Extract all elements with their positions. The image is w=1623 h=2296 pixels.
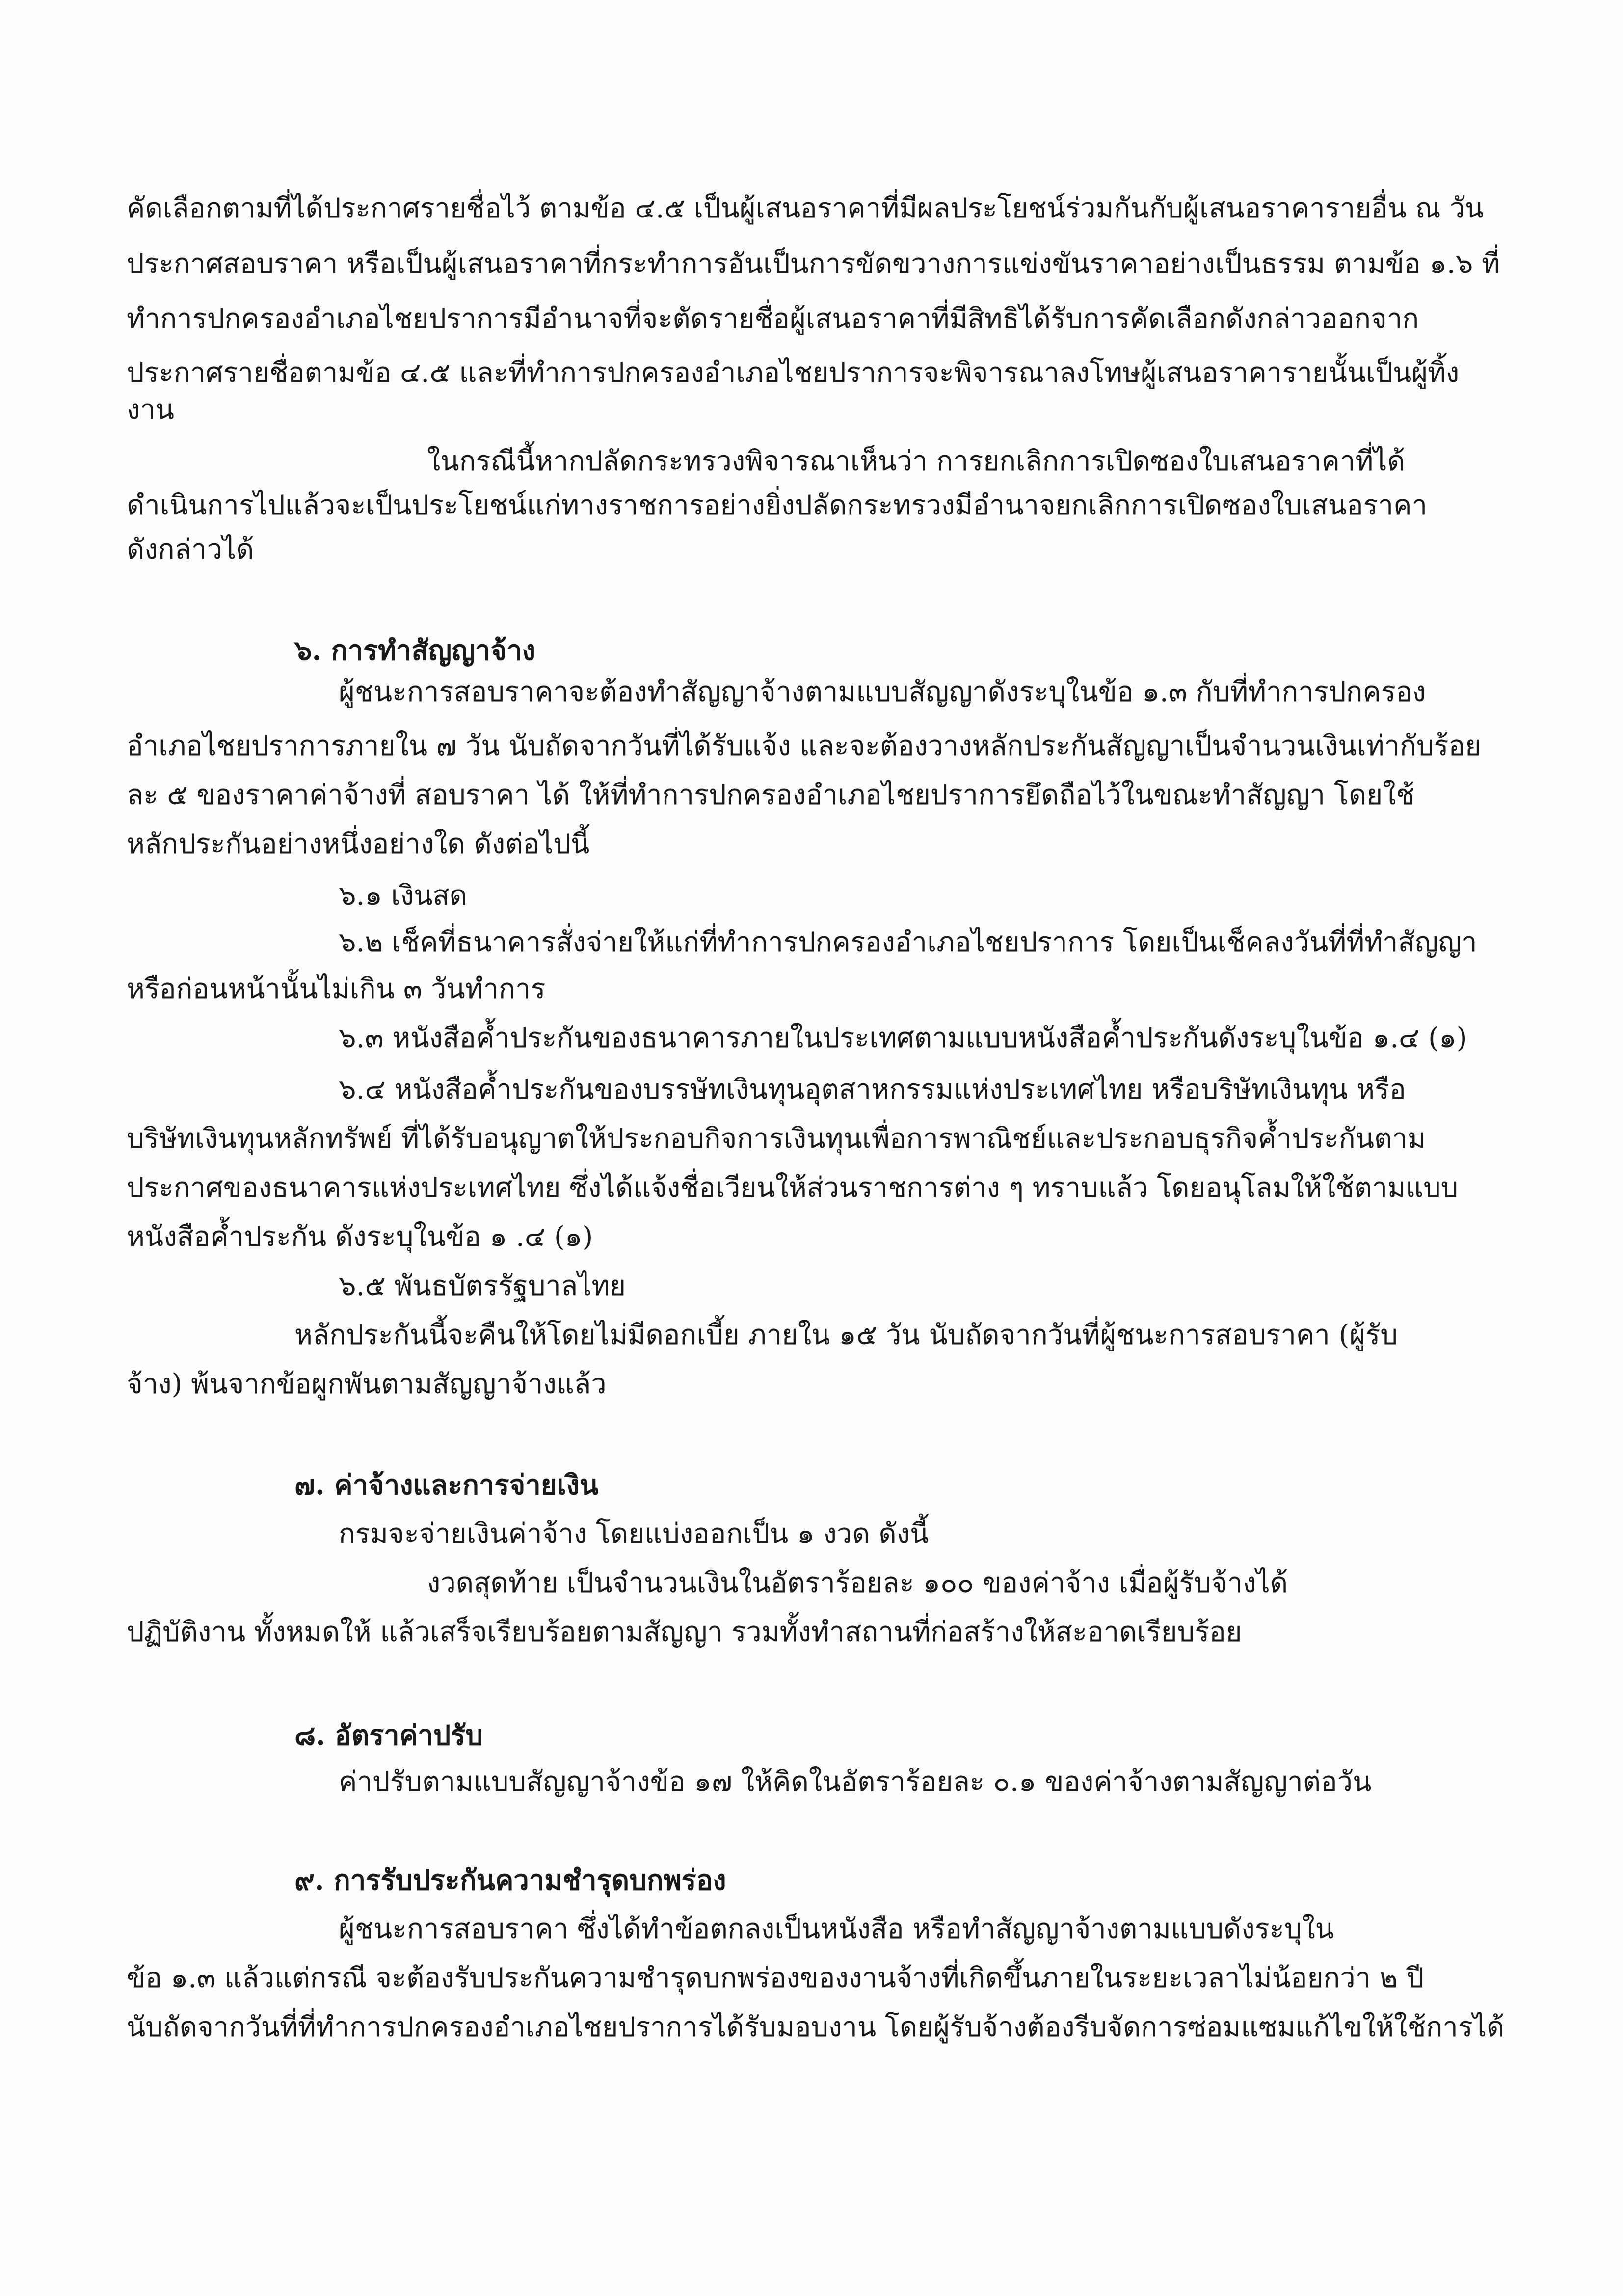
section6-item-4-line-3: ประกาศของธนาคารแห่งประเทศไทย ซึ่งได้แจ้งชื่อเวียนให้ส่วนราชการต่าง ๆ ทราบแล้ว โดยอนุโลมให้ใช้ตามแบบ bbox=[127, 1172, 1459, 1204]
intro-line-2: ประกาศสอบราคา หรือเป็นผู้เสนอราคาที่กระทำการอันเป็นการขัดขวางการแข่งขันราคาอย่างเป็นธรรม ตามข้อ ๑.๖ ที่ bbox=[127, 248, 1500, 280]
section9-heading: ๙. การรับประกันความชำรุดบกพร่อง bbox=[294, 1864, 726, 1896]
section7-line-2: งวดสุดท้าย เป็นจำนวนเงินในอัตราร้อยละ ๑๐๐ ของค่าจ้าง เมื่อผู้รับจ้างได้ bbox=[427, 1567, 1288, 1599]
intro-para2-line-1: ในกรณีนี้หากปลัดกระทรวงพิจารณาเห็นว่า การยกเลิกการเปิดซองใบเสนอราคาที่ได้ bbox=[427, 445, 1405, 477]
section6-item-5: ๖.๕ พันธบัตรรัฐบาลไทย bbox=[339, 1270, 626, 1302]
section6-item-4-line-1: ๖.๔ หนังสือค้ำประกันของบรรษัทเงินทุนอุตสาหกรรมแห่งประเทศไทย หรือบริษัทเงินทุน หรือ bbox=[339, 1074, 1406, 1106]
section6-item-4-line-2: บริษัทเงินทุนหลักทรัพย์ ที่ได้รับอนุญาตให้ประกอบกิจการเงินทุนเพื่อการพาณิชย์และประกอบธุรกิจค้ำประกันตาม bbox=[127, 1123, 1426, 1155]
section6-closing-line-1: หลักประกันนี้จะคืนให้โดยไม่มีดอกเบี้ย ภายใน ๑๕ วัน นับถัดจากวันที่ผู้ชนะการสอบราคา (ผู้รับ bbox=[294, 1319, 1398, 1351]
intro-line-3: ทำการปกครองอำเภอไชยปราการมีอำนาจที่จะตัดรายชื่อผู้เสนอราคาที่มีสิทธิได้รับการคัดเลือกดังกล่าวออกจาก bbox=[127, 303, 1419, 335]
section6-line-1: ผู้ชนะการสอบราคาจะต้องทำสัญญาจ้างตามแบบสัญญาดังระบุในข้อ ๑.๓ กับที่ทำการปกครอง bbox=[339, 676, 1426, 708]
section6-line-2: อำเภอไชยปราการภายใน ๗ วัน นับถัดจากวันที่ได้รับแจ้ง และจะต้องวางหลักประกันสัญญาเป็นจำนวนเงินเท่ากับร้อย bbox=[127, 730, 1481, 762]
intro-line-4: ประกาศรายชื่อตามข้อ ๔.๕ และที่ทำการปกครองอำเภอไชยปราการจะพิจารณาลงโทษผู้เสนอราคารายนั้นเป็นผู้ทิ้ง bbox=[127, 357, 1460, 389]
section6-heading: ๖. การทำสัญญาจ้าง bbox=[294, 634, 535, 667]
section6-item-4-line-4: หนังสือค้ำประกัน ดังระบุในข้อ ๑ .๔ (๑) bbox=[127, 1221, 593, 1253]
section8-heading: ๘. อัตราค่าปรับ bbox=[294, 1719, 483, 1752]
section9-line-2: ข้อ ๑.๓ แล้วแต่กรณี จะต้องรับประกันความชำรุดบกพร่องของงานจ้างที่เกิดขึ้นภายในระยะเวลาไม่น้อยกว่า ๒ ปี bbox=[127, 1962, 1424, 1994]
section6-line-4: หลักประกันอย่างหนึ่งอย่างใด ดังต่อไปนี้ bbox=[127, 828, 590, 860]
section6-item-2-line-2: หรือก่อนหน้านั้นไม่เกิน ๓ วันทำการ bbox=[127, 973, 546, 1005]
section7-line-3: ปฏิบัติงาน ทั้งหมดให้ แล้วเสร็จเรียบร้อยตามสัญญา รวมทั้งทำสถานที่ก่อสร้างให้สะอาดเรียบร้อย bbox=[127, 1616, 1242, 1648]
intro-para2-line-2: ดำเนินการไปแล้วจะเป็นประโยชน์แก่ทางราชการอย่างยิ่งปลัดกระทรวงมีอำนาจยกเลิกการเปิดซองใบเสนอราคา bbox=[127, 489, 1428, 521]
section8-line-1: ค่าปรับตามแบบสัญญาจ้างข้อ ๑๗ ให้คิดในอัตราร้อยละ ๐.๑ ของค่าจ้างตามสัญญาต่อวัน bbox=[339, 1766, 1372, 1798]
section9-line-3: นับถัดจากวันที่ที่ทำการปกครองอำเภอไชยปราการได้รับมอบงาน โดยผู้รับจ้างต้องรีบจัดการซ่อมแซมแก้ไขให้ใช้การได้ bbox=[127, 2011, 1505, 2043]
section6-line-3: ละ ๕ ของราคาค่าจ้างที่ สอบราคา ได้ ให้ที่ทำการปกครองอำเภอไชยปราการยึดถือไว้ในขณะทำสัญญา โดยใช้ bbox=[127, 779, 1415, 811]
section7-heading: ๗. ค่าจ้างและการจ่ายเงิน bbox=[294, 1469, 599, 1501]
intro-para2-line-3: ดังกล่าวได้ bbox=[127, 534, 254, 566]
section6-item-3: ๖.๓ หนังสือค้ำประกันของธนาคารภายในประเทศตามแบบหนังสือค้ำประกันดังระบุในข้อ ๑.๔ (๑) bbox=[339, 1022, 1467, 1054]
intro-line-5: งาน bbox=[127, 394, 175, 426]
intro-line-1: คัดเลือกตามที่ได้ประกาศรายชื่อไว้ ตามข้อ ๔.๕ เป็นผู้เสนอราคาที่มีผลประโยชน์ร่วมกันกับผู้เสนอราคารายอื่น ณ วัน bbox=[127, 192, 1484, 224]
section6-item-1: ๖.๑ เงินสด bbox=[339, 880, 468, 912]
section6-item-2-line-1: ๖.๒ เช็คที่ธนาคารสั่งจ่ายให้แก่ที่ทำการปกครองอำเภอไชยปราการ โดยเป็นเช็คลงวันที่ที่ทำสัญญา bbox=[339, 926, 1477, 958]
section7-line-1: กรมจะจ่ายเงินค่าจ้าง โดยแบ่งออกเป็น ๑ งวด ดังนี้ bbox=[339, 1518, 929, 1550]
section9-line-1: ผู้ชนะการสอบราคา ซึ่งได้ทำข้อตกลงเป็นหนังสือ หรือทำสัญญาจ้างตามแบบดังระบุใน bbox=[339, 1913, 1334, 1945]
section6-closing-line-2: จ้าง) พ้นจากข้อผูกพันตามสัญญาจ้างแล้ว bbox=[127, 1368, 607, 1400]
